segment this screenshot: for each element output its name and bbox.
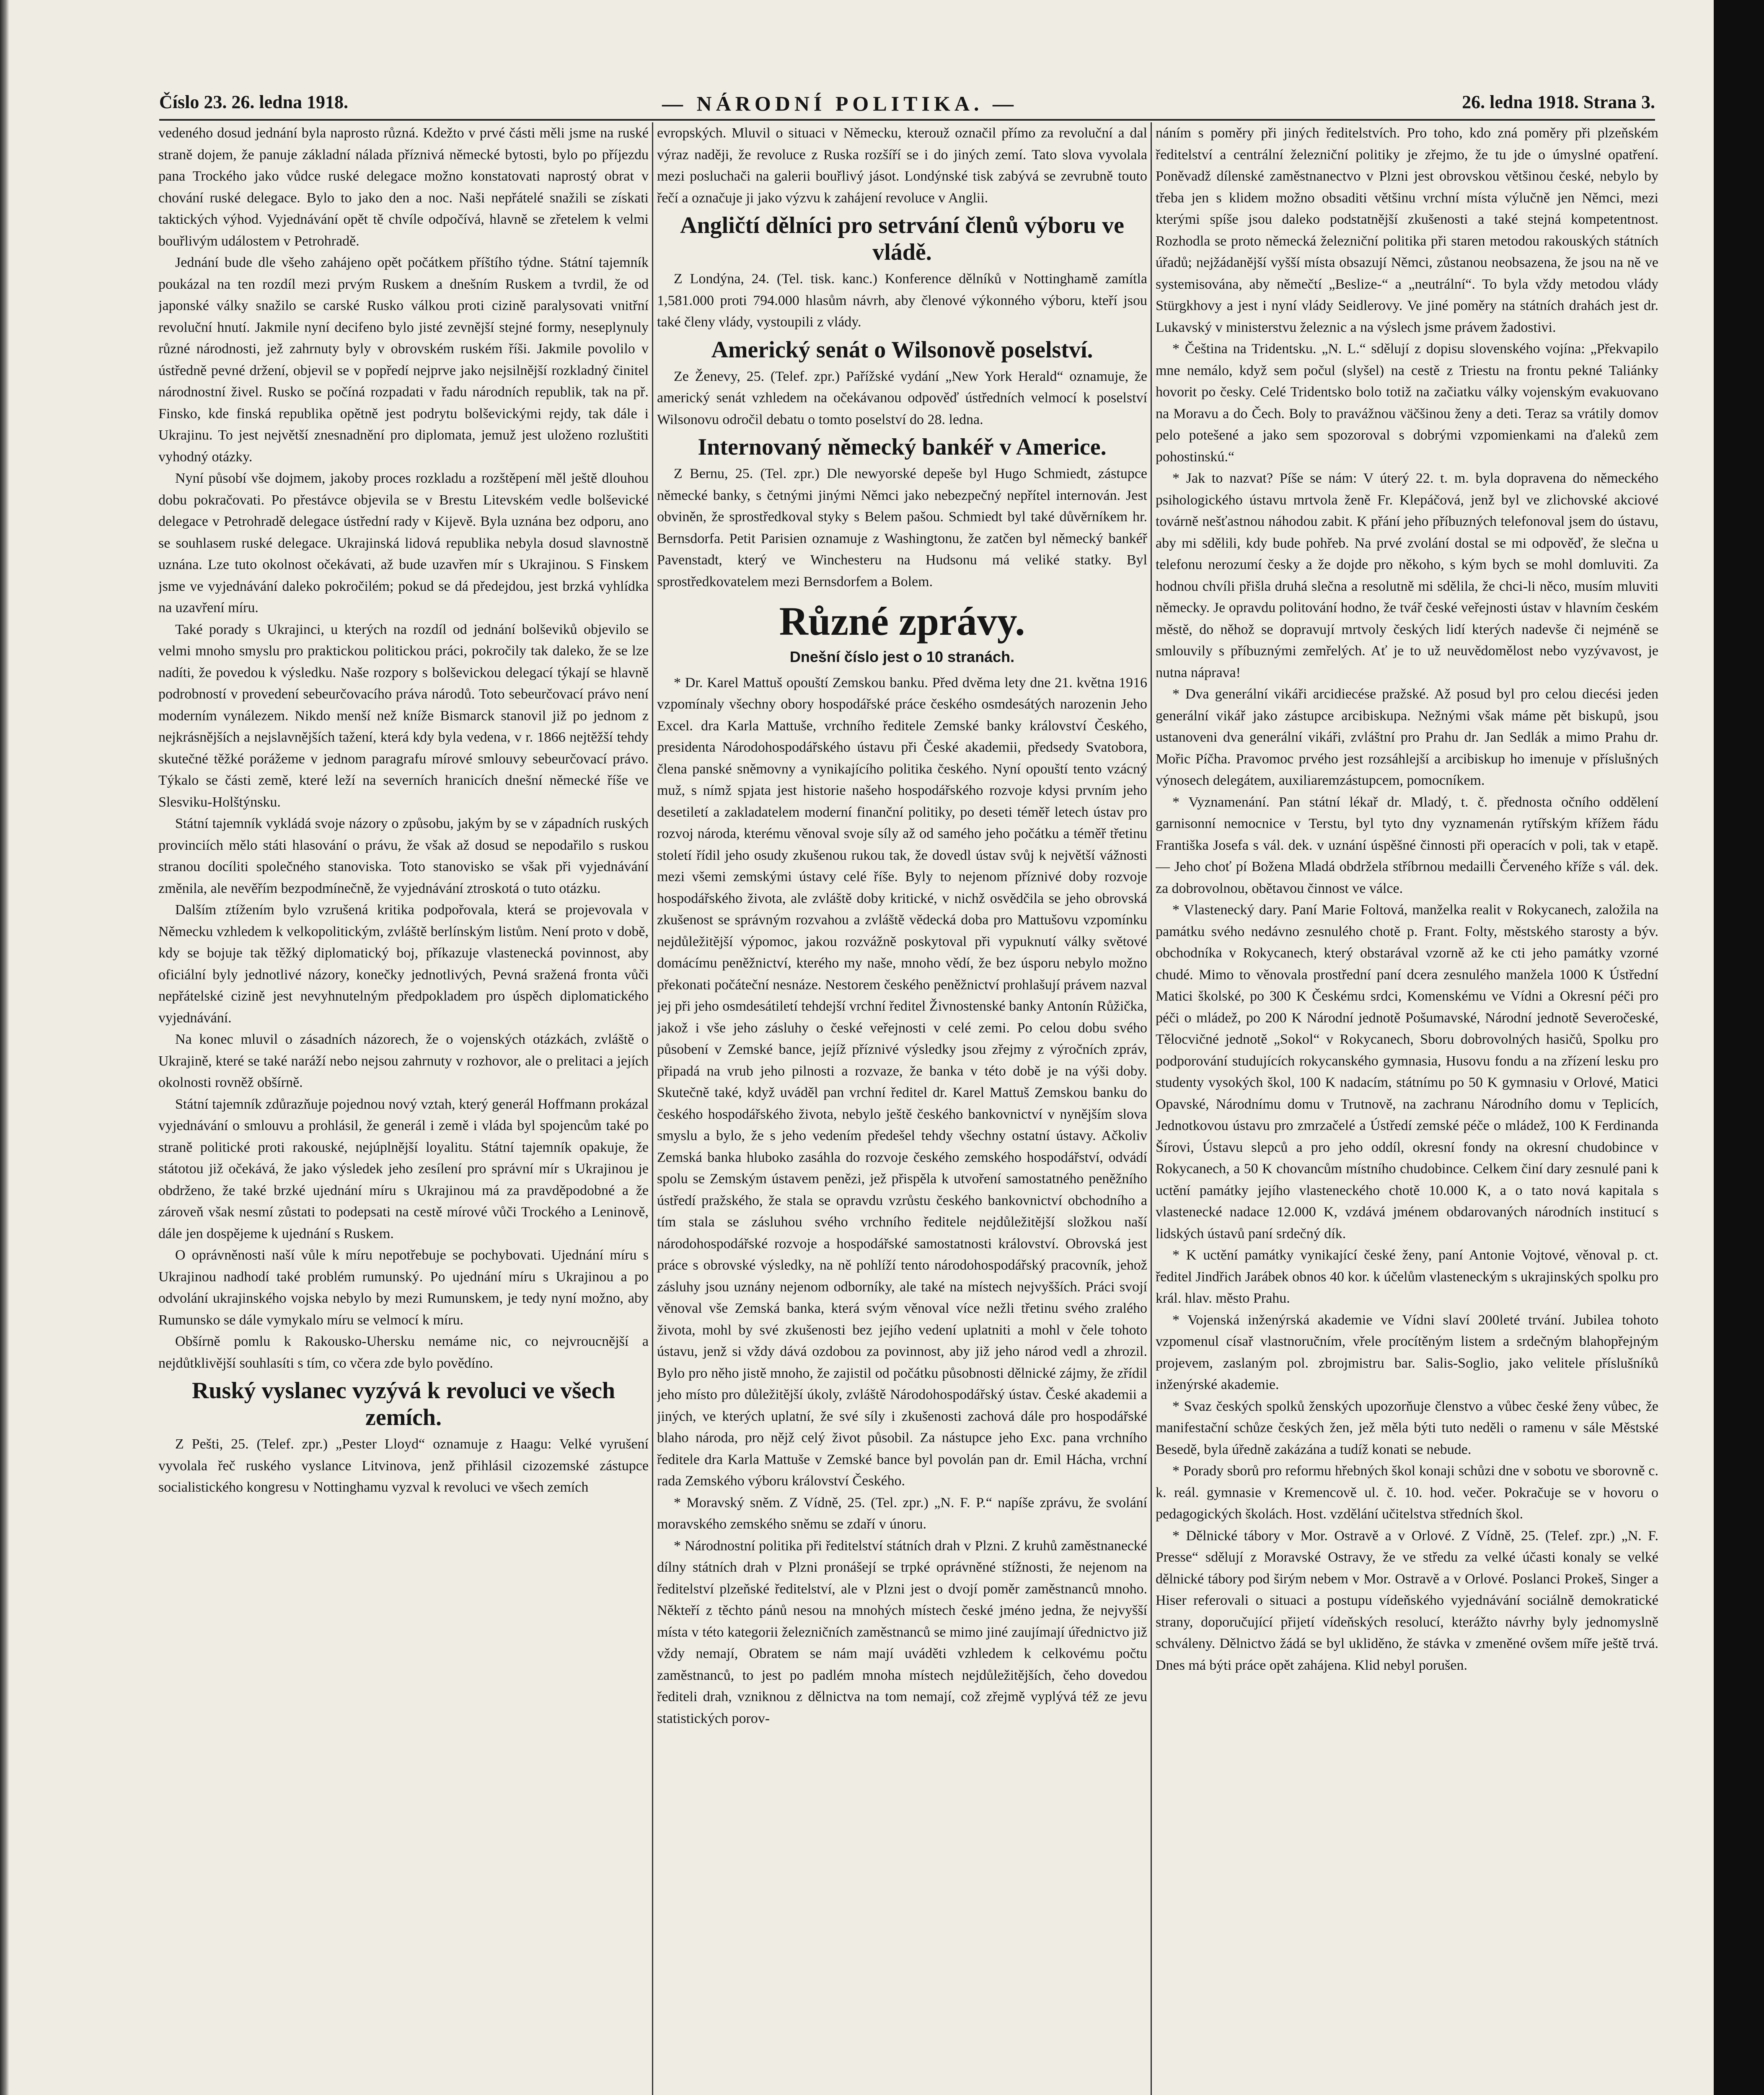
article-paragraph: Jednání bude dle všeho zahájeno opět počátkem příštího týdne. Státní tajemník poukázal na ten rozdíl mezi prvým Ruskem a dnešním Ruskem a tvrdil, že od japonské války snažilo se carské Rusko válkou proti cizině paralysovati vnitřní revoluční hnutí. Jakmile nyní decifeno bylo jisté zevnější stejné formy, neseplynuly různé národnosti, jež zahrnuty byly v obrovském ruském říši. Jakmile povolilo v ústředně pevné držení, objevil se v popředí nejprve jako nejsilnější rozkladný činitel národnostní živel. Rusko se počíná rozpadati v řadu národních republik, tak na př. Finsko, kde finská republika opětně jest podrytu bolševickými rejdy, tak dále i Ukrajinu. To jest největší znesnadnění pro diplomata, jemuž jest uloženo rozluštiti vyhodný otázky.	[158, 255, 649, 465]
article-paragraph: náním s poměry při jiných ředitelstvích. Pro toho, kdo zná poměry při plzeňském ředitelství a centrální železniční politiky je zřejmo, že tu jde o úmyslné opatření. Poněvadž dílenské zaměstnanectvo v Plzni jest obrovskou většinou české, nebylo by třeba jen s klidem možno obsaditi většinu vrchní místa výlučně jen Němci, mezi kterými spíše jsou daleko podstatnější zkušenosti a také stejná kompetentnost. Rozhodla se proto německá železniční politika při staren metodou rakouských státních úřadů; nejžádanější vyšší místa obsazují Němci, zůstanou neobsazena, že jsou na ně ve systemisována, aby němečtí „Beslize-“ a „neutrální“. To byla vždy metodou vlády Stürgkhovy a jest i nyní vlády Seidlerovy. Ve jiné poměry na státních drahách jest dr. Lukavský v ministerstvu železnic a na výslech jsme právem žadostivi.	[1156, 125, 1658, 335]
article-paragraph: * Jak to nazvat? Píše se nám: V úterý 22. t. m. byla dopravena do německého psihologického ústavu mrtvola ženě Fr. Klepáčová, jenž byl ve zlichovské akciové továrně nešťastnou náhodou zabit. K přání jeho příbuzných telefonoval jsem do ústavu, aby mi sdělili, kdy bude pohřeb. Na prvé zvolání dostal se mi odpověď, že slečna u telefonu nerozumí česky a že dojde pro někoho, s kým bych se mohl domluviti. Za hodnou chvíli přišla druhá slečna a resolutně mi sdělila, že chci-li něco, musím mluviti německy. Je opravdu politování hodno, že tvář české veřejnosti ústav v hlavním českém městě, do něhož se dopravují mrtvoly českých lidí kterých nadevše či nejméně se smlouvily s příbuznými zemřelých. Ať je to už neuvědomělost nebo vyzývavost, je nutna náprava!	[1156, 471, 1658, 680]
header-page-number: 26. ledna 1918. Strana 3.	[1462, 92, 1655, 112]
article-paragraph: * Čeština na Tridentsku. „N. L.“ sdělují z dopisu slovenského vojína: „Překvapilo mne nemálo, když sem počul (slyšel) na cestě z Triestu na frontu pekné Taliánky hovorit po česky. Celé Tridentsko bolo totiž na začiatku války vojenským evakuovano na Moravu a do Čech. Boly to pravážnou väčšinou ženy a deti. Teraz sa vrátily domov pelo potešené a jako sem spozoroval s dobrými vzpomienkami na ďaleků zem pohostinskú.“	[1156, 341, 1658, 465]
article-paragraph: Nyní působí vše dojmem, jakoby proces rozkladu a rozštěpení měl ještě dlouhou dobu pokračovati. Po přestávce objevila se v Brestu Litevském vedle bolševické delegace v Petrohradě delegace ústřední rady v Kijevě. Byla uznána bez odporu, ano se souhlasem ruské delegace. Ukrajinská lidová republika nebyla dosud slavnostně uznána. Lze tuto okolnost očekávati, až bude uzavřen mír s Ukrajinou. S Finskem jsme ve vyjednávání daleko pokročilém; pokud se dá předejdou, jest brzká vyhlídka na uzavření míru.	[158, 471, 649, 616]
article-paragraph: O oprávněnosti naší vůle k míru nepotřebuje se pochybovati. Ujednání míru s Ukrajinou nadhodí také problém rumunský. Po ujednání míru s Ukrajinou a po odvolání ukrajinského vojska nebylo by mezi Rumunskem, je tedy nyní možno, aby Rumunsko se dále vymykalo míru se velmocí k míru.	[158, 1247, 649, 1328]
article-paragraph: * Dělnické tábory v Mor. Ostravě a v Orlové. Z Vídně, 25. (Telef. zpr.) „N. F. Presse“ sdělují z Moravské Ostravy, že ve středu za velké účasti konaly se velké dělnické tábory pod širým nebem v Mor. Ostravě a v Orlové. Poslanci Prokeš, Singer a Hiser referovali o situaci a postupu vídeňského vyjednávání sociálně demokratické strany, doporučující přijetí vídeňských resolucí, kterážto návrhy byly jednomyslně schváleny. Dělnictvo žádá se byl ukliděno, že stávka v zmeněné ovšem míře ještě trvá. Dnes má býti práce opět zahájena. Klid nebyl porušen.	[1156, 1528, 1658, 1673]
article-paragraph: Také porady s Ukrajinci, u kterých na rozdíl od jednání bolševiků objevilo se velmi mnoho smyslu pro praktickou politickou práci, pokročily tak daleko, že se lze nadíti, že povedou k výsledku. Naše rozpory s bolševickou delegací týkají se hlavně podrobností v provedení sebeurčovacího práva národů. Toto sebeurčovací právo není moderním vynálezem. Nikdo menší než kníže Bismarck stanovil již po jednom z nejkrásnějších a nejslavnějších tažení, která kdy byla vedena, v r. 1866 nejtěžší tehdy skutečné těžké porážeme v jednom paragrafu mírové smlouvy sebeurčovací právo. Týkalo se části země, které leží na severních hranicích dnešní německé říše ve Slesviku-Holštýnsku.	[158, 621, 649, 810]
article-paragraph: * K uctění památky vynikající české ženy, paní Antonie Vojtové, věnoval p. ct. ředitel Jindřich Jarábek obnos 40 kor. k účelům vlasteneckým s ukrajinských spolku pro král. hlav. město Prahu.	[1156, 1247, 1658, 1306]
article-paragraph: * Svaz českých spolků ženských upozorňuje členstvo a vůbec české ženy vůbec, že manifestační schůze českých žen, jež měla býti tuto neděli o ramenu v sále Městské Besedě, byla úředně zakázána a tudíž konati se nebude.	[1156, 1398, 1658, 1457]
page-header	[159, 91, 1655, 117]
article-paragraph: * Národnostní politika při ředitelství státních drah v Plzni. Z kruhů zaměstnanecké dílny státních drah v Plzni pronášejí se trpké oprávněné stížnosti, že nejenom na ředitelství plzeňské ředitelství, ale v Plzni jest o dvojí poměr zaměstnanců mnoho. Někteří z těchto pánů nesou na mnohých místech české jméno jedna, že nejvyšší místa v této kategorii železničních zaměstnanců se mimo jiné zaujímají úřednictvo již vždy nemají, Obratem se nám mají uváděti vzhledem k celkovému počtu zaměstnanců, to jest po padlém mnoha místech nejdůležitějších, čeho dovedou řediteli drah, vzniknou z dělnictva na tom nemají, což zřejmě vyplývá též ze jevu statistických porov-	[657, 1538, 1147, 1726]
scan-left-edge	[0, 0, 9, 2095]
article-paragraph: Státní tajemník zdůrazňuje pojednou nový vztah, který generál Hoffmann prokázal vyjednávání o smlouvu a prohlásil, že generál i země i vláda byl spojencům také po straně politické proti rakouské, nejúplnější loyalitu. Státní tajemník opakuje, že státotou již očekává, že jako výsledek jeho zesílení pro správní mír s Ukrajinou je obdrženo, že také brzké ujednání míru s Ukrajinou má za pravděpodobné a že zároveň však nesmí zůstati to podepsati na cestě mírové vůči Trockého a Leninově, dále jen dospějeme k ujednání s Ruskem.	[158, 1096, 649, 1241]
header-issue-date: Číslo 23. 26. ledna 1918.	[159, 92, 349, 112]
article-paragraph: * Porady sborů pro reformu hřebných škol konaji schůzi dne v sobotu ve sborovně c. k. reál. gymnasie v Kremencově ul. č. 10. hod. večer. Pokračuje se v hovoru o pedagogických školách. Host. vzdělání učitelstva středních škol.	[1156, 1463, 1658, 1522]
article-paragraph: * Dr. Karel Mattuš opouští Zemskou banku. Před dvěma lety dne 21. května 1916 vzpomínaly všechny obory hospodářské práce českého osmdesátých narozenin Jeho Excel. dra Karla Mattuše, vrchního ředitele Zemské banky království Českého, presidenta Národohospodářského ústavu při České akademii, předsedy Svatobora, člena panské sněmovny a vynikajícího politika českého. Nyní opouští tento vzácný muž, s nímž spjata jest historie našeho hospodářského rozvoje kdysi prvním jeho desetiletí a zakladatelem moderní finanční politiky, po deseti téměř letech ústav pro rozvoj národa, kterému věnoval svoje síly až od samého jeho počátku a téměř třetinu století řídil jeho osudy zkušenou rukou tak, že dovedl ústav svůj k největší vážnosti mezi všemi zemskými ústavy celé říše. Byly to nejenom příznivé doby rozvoje hospodářského života, ale zvláště doby kritické, v nichž osvědčila se jeho obrovská zkušenost se správným rozvahou a zvláště vědecká doba pro Mattušovu vzpomínku nejdůležitější výpomoc, jakou rozvážně poskytoval při vypuknutí války světové domácímu peněžnictví, kterého my naše, mnoho vědí, že bez úsporu nebylo možno překonati počáteční nesnáze. Nestorem českého peněžnictví prohlašují právem nazval jej při jeho osmdesátiletí tehdejší vrchní ředitel Živnostenské banky Antonín Růžička, jakož i vše jeho zásluhy o české veřejnosti v celé zemi. Po celou dobu svého působení v Zemské bance, jejíž příznivé výsledky jsou zřejmy z výročních zpráv, připadá na vrub jeho pilnosti a rozvaze, že banka v této době je na výši doby. Skutečně také, když uváděl pan vrchní ředitel dr. Karel Mattuš Zemskou banku do českého hospodářského života, nebylo ještě českého bankovnictví v nynějším slova smyslu a bylo, že s jeho vedením předešel tehdy všechny ostatní ústavy. Ačkoliv Zemská banka hluboko zasáhla do rozvoje českého zemského hospodářství, odvádí spolu se Zemským ústavem penězi, jež přispěla k utvoření samostatného peněžního ústředí pražského, že stala se opravdu vzrůstu českého bankovnictví obchodního a tím stala se zásluhou svého vrchního ředitele nejdůležitější složkou naší národohospodářské rozvoje a hospodářské samostatnosti království. Obrovská jest práce s obrovské výsledky, na ně pohlíží tento národohospodářský pracovník, jehož zásluhy jsou uznány nejenom odborníky, ale také na místech nejvyšších. Práci svojí věnoval vše Zemská banka, která svým věnoval více nežli třetinu svého zralého života, mohl by své zkušenosti bez jejího vedení uplatniti a mohl v čele tohoto ústavu, jenž si vždy dává ozdobou za povinnost, aby již jeho národ vedl a zhrozil. Bylo pro něho jistě mnoho, že zajistil od počátku působnosti dělnické zájmy, že zřídil jeho místo pro důležitější úkoly, zvláště Národohospodářský ústav. České akademii a jiných, ve kterých uplatní, že své síly i zkušenosti zachová dále pro hospodářské blaho národa, pro nějž celý život působil. Za nástupce jeho Exc. pana vrchního ředitele dra Karla Mattuše v Zemské bance byl povolán pan dr. Emil Hácha, vrchní rada Zemského výboru království Českého.	[657, 675, 1147, 1489]
article-paragraph: Státní tajemník vykládá svoje názory o způsobu, jakým by se v západních ruských provinciích mělo státi hlasování o právu, že však až dosud se nepodařilo s ruskou stranou docíliti společného stanoviska. Toto stanovisko se však při vyjednávání změnila, ale nevěřím bezpodmínečně, že vyjednávání ztroskotá o tuto otázku.	[158, 816, 649, 896]
article-paragraph: Ze Ženevy, 25. (Telef. zpr.) Pařížské vydání „New York Herald“ oznamuje, že americký senát vzhledem na očekávanou odpověď ústředních velmocí k poselství Wilsonovu odročil debatu o tomto poselství do 28. ledna.	[657, 368, 1147, 427]
scan-right-border	[1714, 0, 1764, 2095]
article-paragraph: Z Bernu, 25. (Tel. zpr.) Dle newyorské depeše byl Hugo Schmiedt, zástupce německé banky, s četnými jinými Němci jako nebezpečný nepřítel internován. Jest obviněn, že sprostředkoval styky s Belem pašou. Schmiedt byl také důvěrníkem hr. Bernsdorfa. Petit Parisien oznamuje z Washingtonu, že zatčen byl německý bankéř Pavenstadt, který ve Winchesteru na Hudsonu má veliké statky. Byl sprostředkovatelem mezi Bernsdorfem a Bolem.	[657, 466, 1147, 590]
article-paragraph: Z Pešti, 25. (Telef. zpr.) „Pester Lloyd“ oznamuje z Haagu: Velké vyrušení vyvolala řeč ruského vyslance Litvinova, jenž přihlásil cizozemské zástupce socialistického kongresu v Nottinghamu vyzval k revoluci ve všech zemích	[158, 1436, 649, 1495]
article-paragraph: evropských. Mluvil o situaci v Německu, kterouž označil přímo za revoluční a dal výraz naději, že revoluce z Ruska rozšíří se i do jiných zemí. Tato slova vyvolala mezi posluchači na galerii bouřlivý jásot. Londýnské tisk zabývá se zevrubně touto řečí a označuje ji jako výzvu k zahájení revoluce v Anglii.	[657, 125, 1147, 206]
header-masthead: — NÁRODNÍ POLITIKA. —	[662, 92, 1018, 115]
column-divider	[652, 122, 653, 2095]
article-paragraph: * Dva generální vikáři arcidiecése pražské. Až posud byl pro celou diecési jeden generální vikář jako zástupce arcibiskupa. Nežnými však máme pět biskupů, jsou ustanoveni dva generální vikáři, zvláštní pro Prahu dr. Jan Sedlák a mimo Prahu dr. Mořic Píčha. Pravomoc prvého jest rozsáhlejší a arcibiskup ho imenuje v příslušných výnosech delegátem, auxiliaremzástupcem, pomocníkem.	[1156, 686, 1658, 788]
article-paragraph: * Vlastenecký dary. Paní Marie Foltová, manželka realit v Rokycanech, založila na památku svého nedávno zesnulého chotě p. Frant. Folty, městského starosty a býv. obchodníka v Rokycanech, který obstarával vzorně až ke cti jeho památky vzorné chudé. Mimo to věnovala prostřední paní dcera zesnulého manžela 1000 K Ústřední Matici školské, po 300 K Českému srdci, Komenskému ve Vídni a Okresní péči pro péči o mládež, po 200 K Národní jednotě Pošumavské, Národní jednotě Severočeské, Tělocvičné jednotě „Sokol“ v Rokycanech, Sboru dobrovolných hasičů, Spolku pro podporování studujících rokycanského gymnasia, Husovu fondu a na zřízení lesku pro studenty vysokých škol, 100 K nadacím, státnímu po 50 K gymnasiu v Orlové, Matici Opavské, Národnímu domu v Trutnově, na zachranu Národního domu v Teplicích, Jednotkovou ústavu pro zmrzačelé a Ústředí zemské péče o mládež, 100 K Ferdinanda Šírovi, Ústavu slepců a pro jeho oddíl, okresní fondy na okresní chudobince v Rokycanech, a 50 K chovancům místního chudobince. Celkem činí dary zesnulé pani k uctění památky jejího vlasteneckého chotě 10.000 K, a o tato nová kapitala s vlastenecké nadace 12.000 K, vzdává jménem obdarovaných národních institucí s lidských ústavů paní srdečný dík.	[1156, 902, 1658, 1241]
article-paragraph: * Moravský sněm. Z Vídně, 25. (Tel. zpr.) „N. F. P.“ napíše zprávu, že svolání moravského zemského sněmu se zdaří v únoru.	[657, 1495, 1147, 1532]
article-paragraph: * Vyznamenání. Pan státní lékař dr. Mladý, t. č. přednosta očního oddělení garnisonní nemocnice v Terstu, byl tyto dny vyznamenán rytířským křížem řádu Františka Josefa s vál. dek. v uznání úspěšné činnosti při operacích v poli, tak v etapě. — Jeho choť pí Božena Mladá obdržela stříbrnou medailli Červeného kříže s vál. dek. za dobrovolnou, obětavou činnost ve válce.	[1156, 794, 1658, 896]
column-3	[1156, 122, 1658, 2095]
section-subheading: Dnešní číslo jest o 10 stranách.	[789, 648, 1015, 665]
article-headline: Americký senát o Wilsonově poselství.	[711, 336, 1093, 363]
article-paragraph: Na konec mluvil o zásadních názorech, že o vojenských otázkách, zvláště o Ukrajině, které se také naráží nebo nejsou zahrnuty v rozhovor, ale o prelitaci a jejích okolnosti rovněž obšírně.	[158, 1032, 649, 1090]
article-paragraph: * Vojenská inženýrská akademie ve Vídni slaví 200leté trvání. Jubilea tohoto vzpomenul císař vlastnoručním, vřele procítěným listem a srdečným blahopřejným projevem, zaslaným pol. zbrojmistru bar. Salis-Soglio, jako velitele příslušníků inženýrské akademie.	[1156, 1312, 1658, 1392]
article-paragraph: Obšírně pomlu k Rakousko-Uhersku nemáme nic, co nejvroucnější a nejdůtklivější souhlasíti s tím, co včera zde bylo povědíno.	[158, 1334, 649, 1371]
article-paragraph: Dalším ztížením bylo vzrušená kritika podpořovala, která se projevovala v Německu vzhledem k velkopolitickým, zvláště berlínským listům. Není proto v době, kdy se bojuje tak těžký diplomatický boj, příkazuje vlastenecká povinnost, aby oficiální byly jednotlivé názory, konečky jednotlivých, Pevná sražená fronta vůči nepřátelské cizině jest nevyhnutelným předpokladem pro úspěch diplomatického vyjednávání.	[158, 902, 649, 1026]
article-headline: Angličtí dělníci pro setrvání členů výboru ve vládě.	[680, 212, 1124, 265]
column-1	[158, 122, 649, 2095]
article-paragraph: Z Londýna, 24. (Tel. tisk. kanc.) Konference dělníků v Nottinghamě zamítla 1,581.000 proti 794.000 hlasům návrh, aby členové výkonného výboru, kteří jsou také členy vlády, vystoupili z vlády.	[657, 271, 1147, 330]
article-headline: Ruský vyslanec vyzývá k revoluci ve všech zemích.	[191, 1378, 616, 1430]
article-headline: Internovaný německý bankéř v Americe.	[698, 434, 1107, 460]
column-divider	[1151, 122, 1152, 2095]
article-paragraph: vedeného dosud jednání byla naprosto různá. Kdežto v prvé části měli jsme na ruské straně dojem, že panuje základní nálada příznivá německé bytosti, bylo po příjezdu pana Trockého jako vůdce ruské delegace možno konstatovati naprostý obrat v chování ruské delegace. Bylo to jako den a noc. Naši nepřátelé snažili se získati taktických výhod. Vyjednávání opět tě chvíle odpočívá, hlavně se zřetelem k velmi bouřlivým událostem v Petrohradě.	[158, 125, 649, 249]
column-2	[657, 122, 1147, 2095]
section-heading: Různé zprávy.	[779, 599, 1025, 644]
header-rule	[159, 119, 1655, 121]
